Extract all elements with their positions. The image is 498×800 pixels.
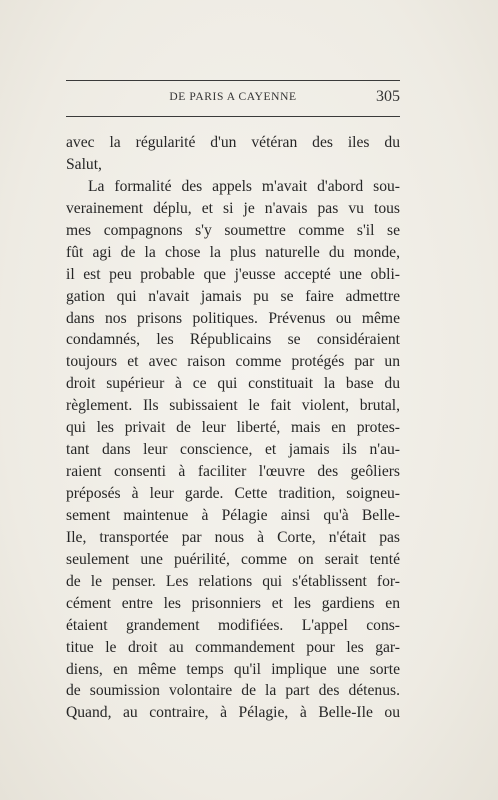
text-line: Quand, au contraire, à Pélagie, à Belle-Ile ou [66, 704, 400, 722]
text-line: avec la régularité d'un vétéran des iles du [66, 134, 400, 151]
running-head [66, 88, 400, 108]
header-rule-top [66, 80, 400, 81]
text-line: seulement une puérilité, comme on serait tenté [66, 550, 400, 568]
text-line: raient consenti à faciliter l'œuvre des geôliers [66, 463, 400, 481]
header-rule-bottom [66, 116, 400, 117]
text-line: La formalité des appels m'avait d'abord sou- [88, 177, 400, 195]
text-line: dans nos prisons politiques. Prévenus ou même [66, 309, 400, 327]
text-line: étaient grandement modifiées. L'appel cons- [66, 616, 400, 634]
text-line: tant dans leur conscience, et jamais ils n'au- [66, 441, 400, 459]
text-line: droit supérieur à ce qui constituait la base du [66, 375, 400, 393]
text-line: il est peu probable que j'eusse accepté une obli- [66, 265, 400, 283]
text-line: Salut, [66, 155, 102, 173]
text-line: toujours et avec raison comme protégés par un [66, 353, 400, 371]
body-text [66, 132, 400, 724]
page-number: 305 [376, 88, 400, 105]
text-line: gation qui n'avait jamais pu se faire admettre [66, 287, 400, 305]
text-line: Ile, transportée par nous à Corte, n'était pas [66, 528, 400, 546]
text-line: fût agi de la chose la plus naturelle du monde, [66, 243, 400, 261]
text-line: préposés à leur garde. Cette tradition, soigneu- [66, 485, 400, 502]
text-line: diens, en même temps qu'il implique une sorte [66, 660, 400, 678]
text-line: qui les privait de leur liberté, mais en protes- [66, 419, 400, 437]
text-line: cément entre les prisonniers et les gardiens en [66, 594, 400, 612]
text-line: sement maintenue à Pélagie ainsi qu'à Belle- [66, 506, 400, 524]
text-line: de soumission volontaire de la part des détenus. [66, 682, 400, 700]
text-line: verainement déplu, et si je n'avais pas vu tous [66, 199, 400, 217]
running-title: DE PARIS A CAYENNE [169, 91, 297, 103]
text-line: mes compagnons s'y soumettre comme s'il se [66, 221, 400, 239]
text-line: titue le droit au commandement pour les gar- [66, 638, 400, 656]
text-line: de le penser. Les relations qui s'établissent for- [66, 572, 400, 590]
text-line: condamnés, les Républicains se considéraient [66, 331, 400, 349]
text-line: règlement. Ils subissaient le fait violent, brutal, [66, 397, 400, 415]
